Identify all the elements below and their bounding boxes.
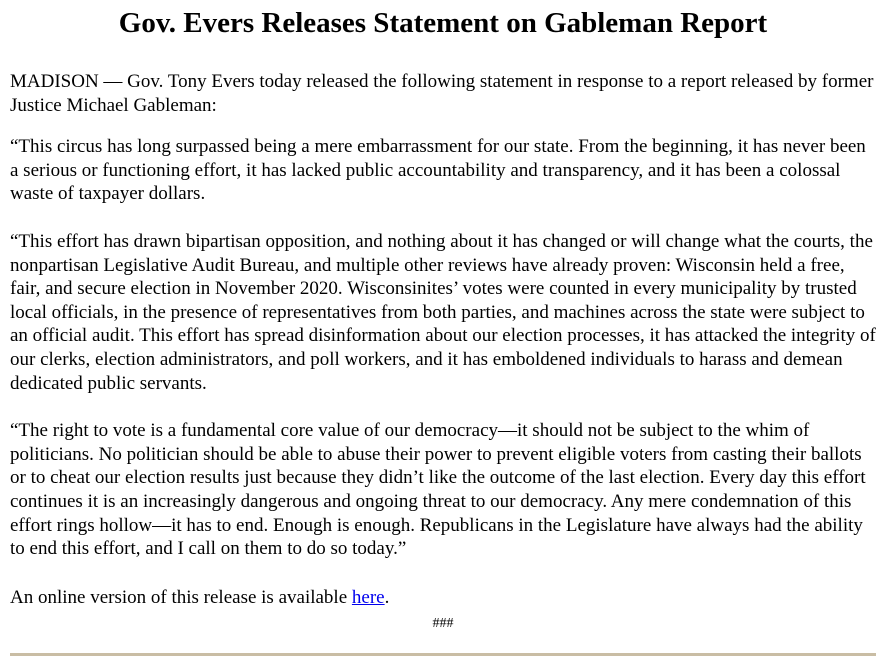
quote-paragraph-3: “The right to vote is a fundamental core value of our democracy—it should not be subject to the whim of politicians. No politician should be able to abuse their power to prevent eligible voters from casting their ballots or to cheat our election results just because they didn’t like the outcome of the last election. Every day this effort continues it is an increasingly dangerous and ongoing threat to our democracy. Any mere condemnation of this effort rings hollow—it has to end. Enough is enough. Republicans in the Legislature have always had the ability to end this effort, and I call on them to do so today.” — [10, 420, 866, 560]
dateline-paragraph: MADISON — Gov. Tony Evers today released the following statement in response to a report released by former Justice Michael Gableman: — [10, 71, 874, 116]
quote-paragraph-1: “This circus has long surpassed being a mere embarrassment for our state. From the beginning, it has never been a serious or functioning effort, it has lacked public accountability and transparency, and it has been a colossal waste of taxpayer dollars. — [10, 136, 866, 205]
online-version-paragraph — [10, 586, 876, 610]
quote-paragraph-2: “This effort has drawn bipartisan opposition, and nothing about it has changed or will change what the courts, the nonpartisan Legislative Audit Bureau, and multiple other reviews have already proven: Wisconsin held a free, fair, and secure election in November 2020. Wisconsinites’ votes were counted in every municipality by trusted local officials, in the presence of representatives from both parties, and machines across the state were subject to an official audit. This effort has spread disinformation about our election processes, it has attacked the integrity of our clerks, election administrators, and poll workers, and it has emboldened individuals to harass and demean dedicated public servants. — [10, 230, 876, 394]
press-release — [10, 0, 876, 633]
online-version-suffix: . — [384, 586, 390, 608]
online-version-prefix: An online version of this release is available — [10, 586, 352, 608]
footer-divider — [10, 653, 876, 656]
end-mark: ### — [432, 616, 454, 632]
online-version-link[interactable]: here — [351, 586, 385, 608]
page-title: Gov. Evers Releases Statement on Gableman Report — [118, 7, 768, 39]
